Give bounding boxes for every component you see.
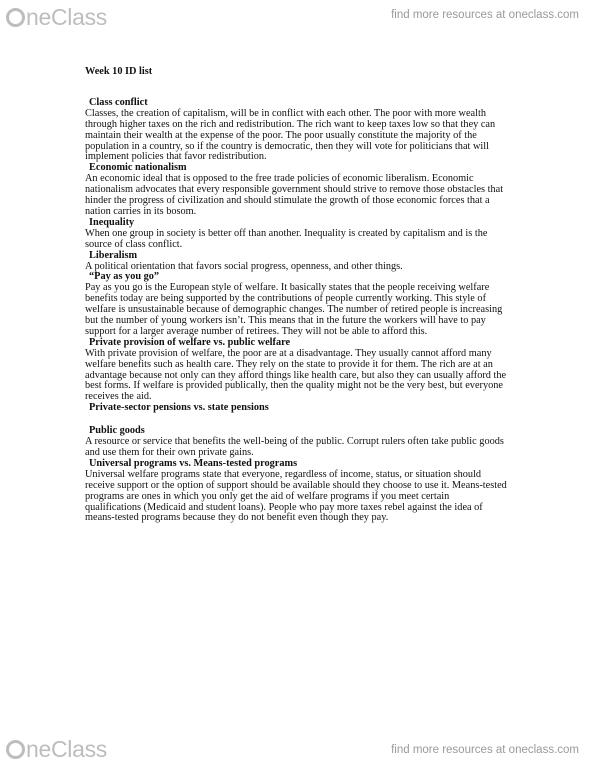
logo-text: neClass bbox=[26, 4, 107, 30]
oneclass-logo[interactable] bbox=[6, 736, 107, 763]
spacer bbox=[85, 414, 507, 426]
section-heading: “Pay as you go” bbox=[89, 271, 160, 283]
section-heading: Economic nationalism bbox=[89, 162, 187, 174]
section-body: When one group in society is better off than another. Inequality is created by capitalism and is the source of class conflict. bbox=[85, 227, 488, 250]
logo-circle-icon bbox=[6, 8, 25, 27]
section-heading: Public goods bbox=[89, 425, 145, 437]
footer-tagline[interactable]: find more resources at oneclass.com bbox=[391, 744, 579, 756]
section-body: Classes, the creation of capitalism, will be in conflict with each other. The poor with more wealth through higher taxes on the rich and redistribution. The rich want to keep taxes low so that they can maintain their wealth at the expense of the poor. The poor usually constitute the majority of the population in a country, so if the country is democratic, then they will vote for politicians that will implement policies that favor redistribution. bbox=[85, 107, 496, 163]
section-body: Pay as you go is the European style of welfare. It basically states that the people receiving welfare benefits today are being supported by the contributions of people currently working. This style of welfare is unsustainable because of demographic changes. The number of retired people is increasing but the number of young workers isn’t. This means that in the future the workers will have to pay support for a larger average number of retirees. They will not be able to afford this. bbox=[85, 282, 503, 337]
section-body: A political orientation that favors social progress, openness, and other things. bbox=[85, 260, 403, 272]
page-footer bbox=[0, 736, 595, 770]
section-body: A resource or service that benefits the well-being of the public. Corrupt rulers often take public goods and use them for their own private gains. bbox=[85, 436, 504, 458]
section-heading: Private provision of welfare vs. public welfare bbox=[89, 336, 291, 348]
spacer bbox=[85, 86, 507, 98]
section-heading: Private-sector pensions vs. state pensions bbox=[89, 402, 269, 414]
oneclass-logo[interactable] bbox=[6, 4, 107, 31]
section-heading: Inequality bbox=[89, 216, 135, 228]
header-tagline[interactable]: find more resources at oneclass.com bbox=[391, 9, 579, 21]
section-body: Universal welfare programs state that everyone, regardless of income, status, or situation should receive support or the option of support should be available should they choose to use it. Means-tested programs are ones in which you only get the aid of welfare programs if you meet certain qualifications (Medicaid and student loans). People who pay more taxes rebel against the idea of means-tested programs because they do not benefit even though they pay. bbox=[85, 468, 507, 524]
section-heading: Class conflict bbox=[89, 96, 148, 108]
section-heading: Universal programs vs. Means-tested programs bbox=[89, 457, 298, 469]
document-title: Week 10 ID list bbox=[85, 66, 153, 77]
section-heading: Liberalism bbox=[89, 249, 138, 261]
page-header bbox=[0, 0, 595, 34]
logo-text: neClass bbox=[26, 736, 107, 762]
logo-circle-icon bbox=[6, 740, 25, 759]
section-body: An economic ideal that is opposed to the free trade policies of economic liberalism. Economic nationalism advocates that every responsible government should strive to remove those obstacles that hinder the progress of civilization and should stimulate the growth of those economic forces that a nation carries in its bosom. bbox=[85, 173, 504, 217]
document-body bbox=[85, 67, 507, 524]
section-body: With private provision of welfare, the poor are at a disadvantage. They usually cannot afford many welfare benefits such as health care. They rely on the state to provide it for them. The rich are at an advantage because not only can they afford things like health care, but also they can usually afford the best forms. If welfare is provided publically, then the quality might not be the very best, but everyone receives the aid. bbox=[85, 347, 507, 403]
